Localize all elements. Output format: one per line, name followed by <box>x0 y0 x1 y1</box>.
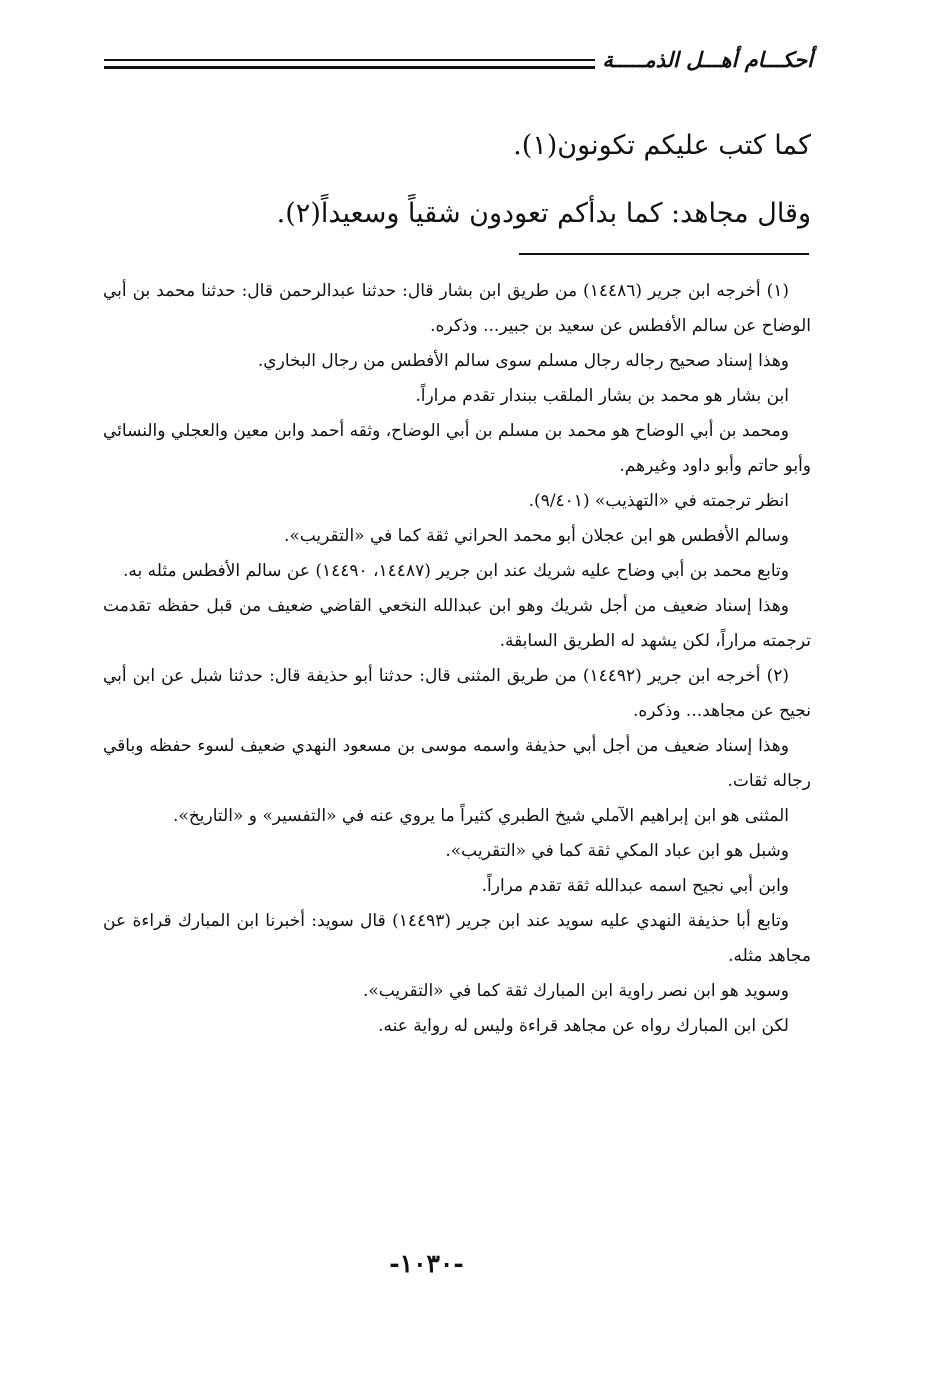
footnote-paragraph: وشبل هو ابن عباد المكي ثقة كما في «التقريب». <box>445 841 789 861</box>
header-rule-thick <box>104 66 595 69</box>
header-rule-thin <box>104 59 595 61</box>
footnote-paragraph: وهذا إسناد ضعيف من أجل أبي حذيفة واسمه موسى بن مسعود النهدي ضعيف لسوء حفظه وباقي رجاله ثقات. <box>103 736 811 791</box>
running-header-title: أحكـــام أهـــل الذمـــــة <box>602 48 813 72</box>
footnotes-block <box>103 274 811 1044</box>
footnote-paragraph: وابن أبي نجيح اسمه عبدالله ثقة تقدم مراراً. <box>481 876 789 896</box>
footnote-paragraph: وتابع أبا حذيفة النهدي عليه سويد عند ابن جرير (١٤٤٩٣) قال سويد: أخبرنا ابن المبارك قراءة عن مجاهد مثله. <box>103 911 811 966</box>
main-text-line: وقال مجاهد: كما بدأكم تعودون شقياً وسعيداً(٢). <box>276 198 811 229</box>
page-number: -١٠٣٠- <box>389 1249 464 1278</box>
footnote-paragraph: انظر ترجمته في «التهذيب» (٩/٤٠١). <box>528 491 789 511</box>
footnote-paragraph: وهذا إسناد ضعيف من أجل شريك وهو ابن عبدالله النخعي القاضي ضعيف من قبل حفظه تقدمت ترجمته مراراً، لكن يشهد له الطريق السابقة. <box>103 596 811 651</box>
main-text-block <box>111 112 811 248</box>
footnote-paragraph: وتابع محمد بن أبي وضاح عليه شريك عند ابن جرير (١٤٤٨٧، ١٤٤٩٠) عن سالم الأفطس مثله به. <box>122 561 789 581</box>
main-text-line: كما كتب عليكم تكونون(١). <box>513 130 811 161</box>
footnote-paragraph: وهذا إسناد صحيح رجاله رجال مسلم سوى سالم الأفطس من رجال البخاري. <box>257 351 789 371</box>
footnote-paragraph: وسالم الأفطس هو ابن عجلان أبو محمد الحراني ثقة كما في «التقريب». <box>283 526 789 546</box>
footnote-paragraph: (٢) أخرجه ابن جرير (١٤٤٩٢) من طريق المثنى قال: حدثنا أبو حذيفة قال: حدثنا شبل عن ابن أبي نجيح عن مجاهد... وذكره. <box>103 666 811 721</box>
footnote-paragraph: المثنى هو ابن إبراهيم الآملي شيخ الطبري كثيراً ما يروي عنه في «التفسير» و «التاريخ». <box>173 806 789 826</box>
footnote-paragraph: وسويد هو ابن نصر راوية ابن المبارك ثقة كما في «التقريب». <box>362 981 789 1001</box>
footnote-paragraph: لكن ابن المبارك رواه عن مجاهد قراءة وليس له رواية عنه. <box>378 1016 789 1036</box>
footnote-separator <box>519 253 809 255</box>
footnote-paragraph: (١) أخرجه ابن جرير (١٤٤٨٦) من طريق ابن بشار قال: حدثنا عبدالرحمن قال: حدثنا محمد بن أبي الوضاح عن سالم الأفطس عن سعيد بن جبير... وذكره. <box>103 281 811 336</box>
footnote-paragraph: ومحمد بن أبي الوضاح هو محمد بن مسلم بن أبي الوضاح، وثقه أحمد وابن معين والعجلي والنسائي وأبو حاتم وأبو داود وغيرهم. <box>103 421 811 476</box>
footnote-paragraph: ابن بشار هو محمد بن بشار الملقب ببندار تقدم مراراً. <box>415 386 789 406</box>
